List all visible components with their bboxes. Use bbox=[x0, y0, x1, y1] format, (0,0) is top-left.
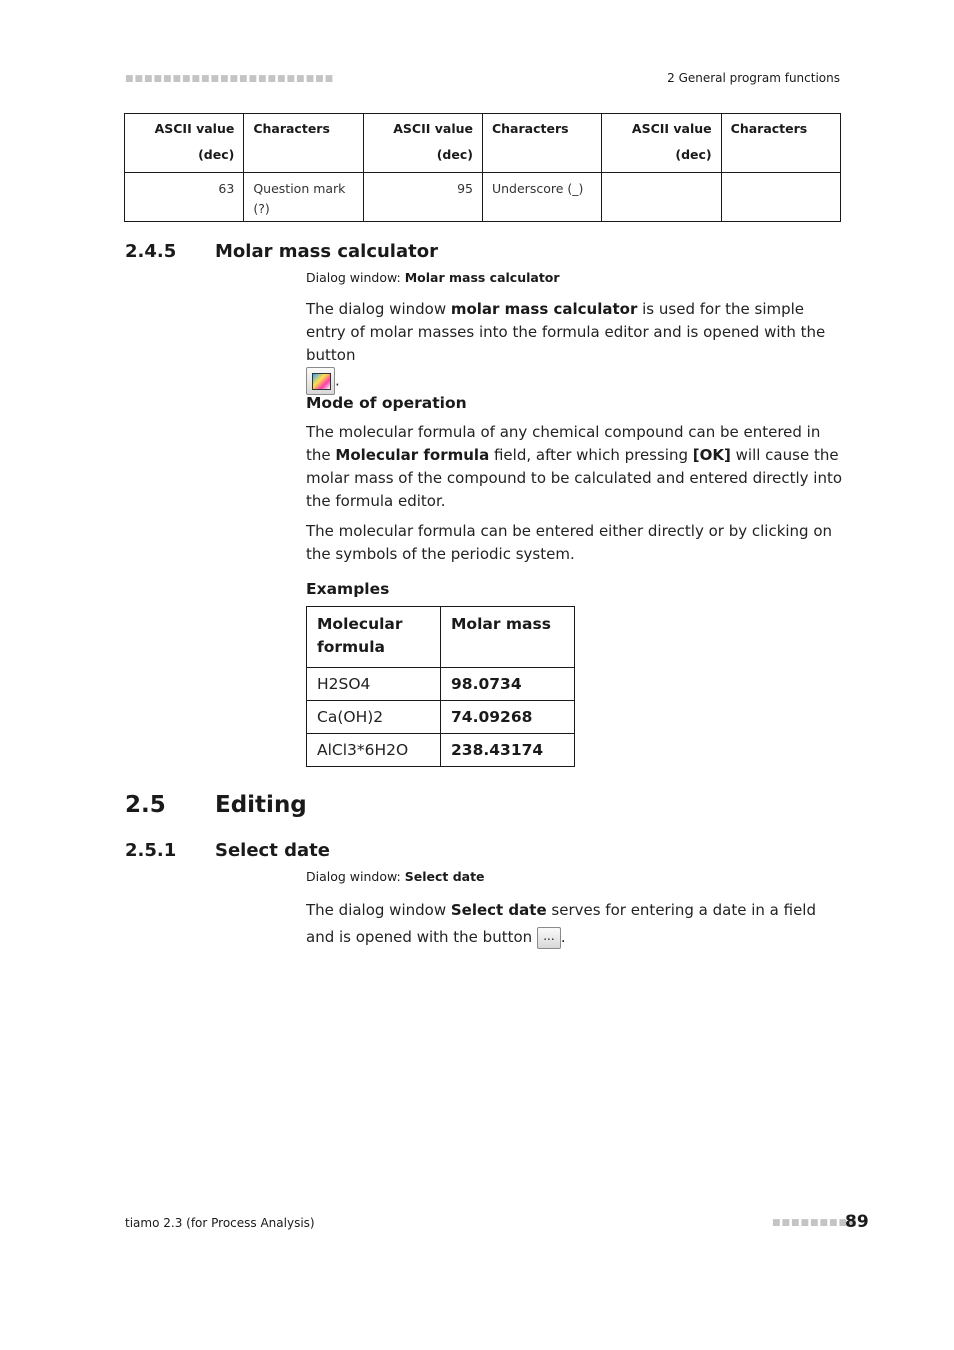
column-header: ASCII value (dec) bbox=[602, 114, 721, 173]
table-cell: 98.0734 bbox=[441, 668, 575, 701]
select-date-paragraph: The dialog window Select date serves for entering a date in a field and is opened with the button ... . bbox=[306, 897, 842, 951]
page-number: 89 bbox=[845, 1212, 869, 1232]
table-cell: Ca(OH)2 bbox=[307, 701, 441, 734]
table-header-row bbox=[125, 114, 841, 173]
intro-paragraph: The dialog window molar mass calculator is used for the simple entry of molar masses into the formula editor and is opened with the button . bbox=[306, 298, 842, 395]
footer-product: tiamo 2.3 (for Process Analysis) bbox=[125, 1216, 315, 1230]
column-header: Characters bbox=[244, 114, 363, 173]
table-cell: Question mark (?) bbox=[244, 173, 363, 222]
molar-mass-calculator-icon[interactable] bbox=[306, 367, 335, 395]
column-header: ASCII value (dec) bbox=[125, 114, 244, 173]
column-header: ASCII value (dec) bbox=[363, 114, 482, 173]
column-header: Molecular formula bbox=[307, 607, 441, 668]
ascii-table bbox=[124, 113, 841, 222]
ellipsis-button-icon[interactable]: ... bbox=[537, 927, 561, 949]
mode-paragraph: The molecular formula of any chemical compound can be entered in the Molecular formula field, after which pressing [OK] will cause the molar mass of the compound to be calculated and entered directly into the formula editor. bbox=[306, 423, 843, 510]
table-cell: Underscore (_) bbox=[482, 173, 601, 222]
table-cell: 95 bbox=[363, 173, 482, 222]
dialog-window-label: Dialog window: Select date bbox=[306, 869, 485, 884]
table-cell bbox=[721, 173, 840, 222]
dialog-window-label: Dialog window: Molar mass calculator bbox=[306, 270, 560, 285]
chapter-title: 2 General program functions bbox=[667, 71, 840, 85]
column-header: Characters bbox=[482, 114, 601, 173]
column-header: Molar mass bbox=[441, 607, 575, 668]
table-cell bbox=[602, 173, 721, 222]
examples-heading: Examples bbox=[306, 580, 390, 598]
chapter-section-title: Editing bbox=[215, 792, 307, 818]
footer-decoration: ■■■■■■■■■ bbox=[772, 1218, 858, 1228]
table-header-row bbox=[307, 607, 575, 668]
mode-of-operation-heading: Mode of operation bbox=[306, 394, 467, 412]
table-cell: H2SO4 bbox=[307, 668, 441, 701]
table-cell: 238.43174 bbox=[441, 734, 575, 767]
section-title: Select date bbox=[215, 840, 330, 861]
table-cell: 74.09268 bbox=[441, 701, 575, 734]
header-decoration: ■■■■■■■■■■■■■■■■■■■■■■ bbox=[125, 74, 335, 84]
table-cell: AlCl3*6H2O bbox=[307, 734, 441, 767]
table-row bbox=[307, 734, 575, 767]
table-row bbox=[125, 173, 841, 222]
table-cell: 63 bbox=[125, 173, 244, 222]
column-header: Characters bbox=[721, 114, 840, 173]
table-row bbox=[307, 701, 575, 734]
section-number: 2.4.5 bbox=[125, 241, 177, 262]
section-title: Molar mass calculator bbox=[215, 241, 438, 262]
examples-table bbox=[306, 606, 575, 767]
table-row bbox=[307, 668, 575, 701]
section-number: 2.5.1 bbox=[125, 840, 177, 861]
chapter-section-number: 2.5 bbox=[125, 792, 166, 818]
periodic-system-paragraph: The molecular formula can be entered either directly or by clicking on the symbols of the periodic system. bbox=[306, 522, 833, 563]
